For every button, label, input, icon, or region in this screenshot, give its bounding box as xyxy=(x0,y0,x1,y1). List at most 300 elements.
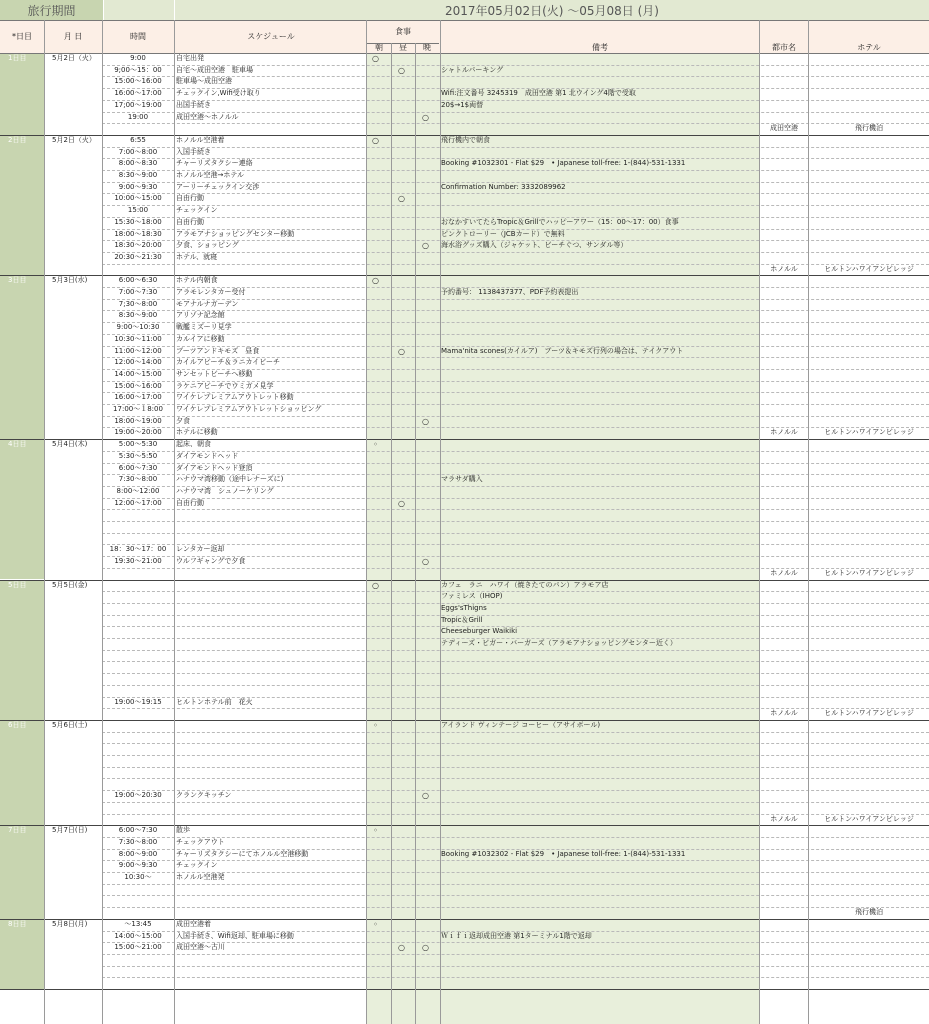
row-divider xyxy=(102,977,929,978)
table-row xyxy=(0,158,929,170)
table-row xyxy=(0,357,929,369)
dinner-mark xyxy=(417,369,434,381)
breakfast-mark xyxy=(367,673,384,685)
schedule-cell: ホテル、就寝 xyxy=(176,252,218,261)
dinner-mark xyxy=(417,919,434,931)
hotel-cell xyxy=(809,697,929,709)
dinner-mark xyxy=(417,357,434,369)
dinner-mark xyxy=(417,603,434,615)
notes-cell: Wifi:注文番号 3245319 成田空港 第1 北ウイング4階で受取 xyxy=(441,89,636,98)
hotel-cell xyxy=(809,147,929,159)
breakfast-mark xyxy=(367,88,384,100)
dinner-mark xyxy=(417,205,434,217)
table-row xyxy=(0,275,929,287)
city-cell xyxy=(760,697,808,709)
table-row xyxy=(0,310,929,322)
schedule-cell: 夕食、ショッピング xyxy=(176,241,239,250)
row-divider xyxy=(102,767,929,768)
hotel-cell xyxy=(809,790,929,802)
city-cell xyxy=(760,416,808,428)
schedule-cell xyxy=(176,533,366,545)
dinner-mark xyxy=(417,872,434,884)
schedule-cell: サンセットビーチへ移動 xyxy=(176,369,253,378)
city-cell xyxy=(760,205,808,217)
city-cell xyxy=(760,498,808,510)
notes-cell xyxy=(441,685,759,697)
hotel-cell xyxy=(809,392,929,404)
row-divider xyxy=(102,65,929,66)
col-city: 都市名 xyxy=(772,43,796,52)
city-cell xyxy=(760,802,808,814)
notes-cell xyxy=(441,275,759,287)
schedule-cell xyxy=(176,123,366,135)
dinner-mark xyxy=(417,123,434,135)
breakfast-mark xyxy=(367,264,384,276)
hotel-cell xyxy=(809,849,929,861)
breakfast-mark xyxy=(367,392,384,404)
row-divider xyxy=(102,966,929,967)
table-row xyxy=(0,533,929,545)
date-label: 5月3日(水) xyxy=(52,276,88,285)
row-divider xyxy=(102,697,929,698)
time-cell xyxy=(103,509,173,521)
schedule-cell: チェックイン xyxy=(176,206,218,215)
notes-cell: Booking #1032302 - Flat $29 • Japanese toll-free: 1-(844)-531-1331 xyxy=(441,849,686,858)
breakfast-mark xyxy=(367,743,384,755)
row-divider xyxy=(102,778,929,779)
hotel-cell xyxy=(809,252,929,264)
table-row xyxy=(0,463,929,475)
table-row xyxy=(0,346,929,358)
notes-cell: Confirmation Number: 3332089962 xyxy=(441,182,566,191)
row-divider xyxy=(102,931,929,932)
notes-cell: Ｗｉｆｉ返却成田空港 第1ターミナル1階で返却 xyxy=(441,931,592,940)
notes-cell xyxy=(441,357,759,369)
schedule-cell: 夕食 xyxy=(176,416,190,425)
city-cell xyxy=(760,685,808,697)
breakfast-mark xyxy=(367,708,384,720)
lunch-mark xyxy=(393,240,410,252)
dinner-mark xyxy=(417,100,434,112)
time-cell xyxy=(103,895,173,907)
dinner-mark: ○ xyxy=(422,416,429,426)
time-cell xyxy=(103,708,173,720)
time-cell xyxy=(103,755,173,767)
notes-cell xyxy=(441,170,759,182)
table-row xyxy=(0,392,929,404)
city-cell xyxy=(760,439,808,451)
notes-cell: 20$→1$両替 xyxy=(441,100,484,109)
lunch-mark xyxy=(393,357,410,369)
breakfast-mark: ○ xyxy=(372,135,379,145)
column-header xyxy=(0,20,929,53)
row-divider xyxy=(102,661,929,662)
time-cell: 10:30〜11:00 xyxy=(114,334,162,343)
day-divider xyxy=(0,825,929,826)
row-divider xyxy=(102,404,929,405)
city-cell xyxy=(760,755,808,767)
lunch-mark xyxy=(393,790,410,802)
schedule-cell xyxy=(176,603,366,615)
notes-cell xyxy=(441,310,759,322)
breakfast-mark xyxy=(367,182,384,194)
hotel-cell xyxy=(809,381,929,393)
table-row xyxy=(0,147,929,159)
breakfast-mark xyxy=(367,942,384,954)
breakfast-mark xyxy=(367,895,384,907)
schedule-cell: チェックイン xyxy=(176,861,218,870)
city-cell xyxy=(760,860,808,872)
lunch-mark xyxy=(393,322,410,334)
row-divider xyxy=(102,895,929,896)
lunch-mark xyxy=(393,158,410,170)
table-row xyxy=(0,732,929,744)
row-divider xyxy=(102,112,929,113)
lunch-mark xyxy=(393,474,410,486)
dinner-mark xyxy=(417,521,434,533)
date-label: 5月2日（火） xyxy=(52,54,96,62)
time-cell xyxy=(103,264,173,276)
breakfast-mark xyxy=(367,790,384,802)
column-divider xyxy=(808,20,809,1024)
schedule-cell xyxy=(176,802,366,814)
breakfast-mark xyxy=(367,346,384,358)
breakfast-mark xyxy=(367,533,384,545)
hotel-cell: ヒルトンハワイアンビレッジ xyxy=(824,264,914,273)
breakfast-mark: ◦ xyxy=(373,826,378,836)
time-cell xyxy=(103,661,173,673)
time-cell: 7:30〜8:00 xyxy=(118,475,158,484)
hotel-cell xyxy=(809,638,929,650)
breakfast-mark xyxy=(367,521,384,533)
schedule-cell xyxy=(176,895,366,907)
city-cell xyxy=(760,275,808,287)
notes-cell xyxy=(441,884,759,896)
header-divider xyxy=(0,53,929,54)
notes-cell xyxy=(441,544,759,556)
dinner-mark xyxy=(417,895,434,907)
breakfast-mark: ○ xyxy=(372,580,379,590)
breakfast-mark: ○ xyxy=(372,276,379,286)
time-cell: 9:00〜9:30 xyxy=(118,182,158,191)
hotel-cell xyxy=(809,895,929,907)
row-divider xyxy=(102,357,929,358)
dinner-mark xyxy=(417,661,434,673)
notes-cell xyxy=(441,252,759,264)
breakfast-mark xyxy=(367,65,384,77)
notes-cell xyxy=(441,521,759,533)
hotel-cell xyxy=(809,486,929,498)
table-row xyxy=(0,229,929,241)
period-spacer xyxy=(104,0,175,20)
column-divider xyxy=(391,43,392,1024)
day-label: 4日目 xyxy=(8,440,27,449)
city-cell xyxy=(760,381,808,393)
hotel-cell xyxy=(809,205,929,217)
hotel-cell xyxy=(809,299,929,311)
schedule-cell: ホノルル空港→ホテル xyxy=(176,171,245,179)
lunch-mark xyxy=(393,135,410,147)
lunch-mark: ○ xyxy=(398,65,405,75)
breakfast-mark xyxy=(367,603,384,615)
dinner-mark xyxy=(417,814,434,826)
col-lunch: 昼 xyxy=(399,43,407,52)
table-row xyxy=(0,638,929,650)
table-row xyxy=(0,650,929,662)
breakfast-mark xyxy=(367,755,384,767)
breakfast-mark xyxy=(367,884,384,896)
dinner-mark xyxy=(417,907,434,919)
dinner-mark xyxy=(417,615,434,627)
day-divider xyxy=(0,135,929,136)
row-divider xyxy=(102,708,929,709)
city-cell xyxy=(760,182,808,194)
table-row xyxy=(0,427,929,439)
breakfast-mark xyxy=(367,615,384,627)
dinner-mark xyxy=(417,486,434,498)
dinner-mark xyxy=(417,931,434,943)
row-divider xyxy=(102,287,929,288)
city-cell xyxy=(760,778,808,790)
schedule-cell: 駐車場〜成田空港 xyxy=(176,77,232,86)
table-row xyxy=(0,790,929,802)
dinner-mark xyxy=(417,474,434,486)
row-divider xyxy=(102,100,929,101)
table-row xyxy=(0,767,929,779)
time-cell xyxy=(103,568,173,580)
city-cell xyxy=(760,942,808,954)
table-row xyxy=(0,708,929,720)
hotel-cell xyxy=(809,193,929,205)
breakfast-mark xyxy=(367,463,384,475)
table-row xyxy=(0,439,929,451)
city-cell xyxy=(760,463,808,475)
lunch-mark xyxy=(393,427,410,439)
notes-cell xyxy=(441,872,759,884)
city-cell xyxy=(760,193,808,205)
dinner-mark xyxy=(417,825,434,837)
schedule-cell xyxy=(176,580,366,592)
lunch-mark xyxy=(393,100,410,112)
table-row xyxy=(0,287,929,299)
breakfast-mark xyxy=(367,931,384,943)
notes-cell: Eggs'sThigns xyxy=(441,603,487,612)
city-cell xyxy=(760,907,808,919)
hotel-cell xyxy=(809,931,929,943)
notes-cell: 海水浴グッズ購入（ジャケット、ビーチぐつ、サンダル等） xyxy=(441,241,628,250)
time-cell xyxy=(103,673,173,685)
notes-cell xyxy=(441,919,759,931)
row-divider xyxy=(102,814,929,815)
schedule-cell: カルイアに移動 xyxy=(176,334,225,343)
hotel-cell xyxy=(809,240,929,252)
column-divider xyxy=(366,20,367,1024)
schedule-cell: レンタカー返却 xyxy=(176,545,225,554)
row-divider xyxy=(102,369,929,370)
breakfast-mark xyxy=(367,778,384,790)
notes-cell xyxy=(441,264,759,276)
breakfast-mark xyxy=(367,767,384,779)
table-row xyxy=(0,755,929,767)
lunch-mark xyxy=(393,977,410,989)
table-row xyxy=(0,954,929,966)
city-cell xyxy=(760,790,808,802)
schedule-cell: 成田空港〜古川 xyxy=(176,943,225,952)
hotel-cell xyxy=(809,135,929,147)
hotel-cell xyxy=(809,767,929,779)
breakfast-mark xyxy=(367,626,384,638)
hotel-cell xyxy=(809,872,929,884)
time-cell xyxy=(103,603,173,615)
hotel-cell xyxy=(809,942,929,954)
time-cell: 8:30〜9:00 xyxy=(118,171,158,179)
schedule-cell xyxy=(176,767,366,779)
lunch-mark xyxy=(393,673,410,685)
row-divider xyxy=(102,521,929,522)
schedule-cell xyxy=(176,755,366,767)
time-cell: 7:00〜8:00 xyxy=(118,147,158,156)
notes-cell: 予約番号： 1138437377、PDF予約表提出 xyxy=(441,288,579,296)
dinner-mark xyxy=(417,65,434,77)
schedule-cell: 入国手続き、Wifi返却、駐車場に移動 xyxy=(176,931,294,940)
hotel-cell: ヒルトンハワイアンビレッジ xyxy=(824,428,914,437)
date-label: 5月5日(金) xyxy=(52,580,88,589)
notes-cell xyxy=(441,416,759,428)
schedule-cell xyxy=(176,884,366,896)
notes-cell xyxy=(441,322,759,334)
time-cell: 12:00〜17:00 xyxy=(114,498,162,507)
city-cell xyxy=(760,743,808,755)
lunch-mark xyxy=(393,767,410,779)
hotel-cell xyxy=(809,463,929,475)
date-label: 5月4日(木) xyxy=(52,440,88,449)
row-divider xyxy=(102,755,929,756)
date-label: 5月7日(日) xyxy=(52,826,88,835)
col-meals: 食事 xyxy=(395,27,411,36)
notes-cell xyxy=(441,334,759,346)
schedule-cell: ホノルル空港着 xyxy=(176,135,225,144)
dinner-mark xyxy=(417,697,434,709)
lunch-mark xyxy=(393,907,410,919)
breakfast-mark xyxy=(367,299,384,311)
hotel-cell xyxy=(809,88,929,100)
table-row xyxy=(0,825,929,837)
lunch-mark: ○ xyxy=(398,498,405,508)
time-cell xyxy=(103,720,173,732)
hotel-cell xyxy=(809,170,929,182)
table-row xyxy=(0,872,929,884)
city-cell xyxy=(760,556,808,568)
row-divider xyxy=(102,486,929,487)
notes-cell: シャトルパーキング xyxy=(441,65,504,74)
table-row xyxy=(0,685,929,697)
breakfast-mark xyxy=(367,369,384,381)
breakfast-mark xyxy=(367,112,384,124)
city-cell: 成田空港 xyxy=(770,124,798,133)
lunch-mark xyxy=(393,217,410,229)
row-divider xyxy=(102,872,929,873)
lunch-mark xyxy=(393,603,410,615)
notes-cell xyxy=(441,650,759,662)
lunch-mark xyxy=(393,76,410,88)
row-divider xyxy=(102,240,929,241)
lunch-mark xyxy=(393,509,410,521)
time-cell xyxy=(103,732,173,744)
lunch-mark xyxy=(393,720,410,732)
city-cell xyxy=(760,580,808,592)
notes-cell xyxy=(441,860,759,872)
time-cell xyxy=(103,743,173,755)
time-cell: 10:00〜15:00 xyxy=(114,194,162,203)
time-cell: 6:00〜7:30 xyxy=(118,826,158,835)
time-cell: 18:00〜19:00 xyxy=(114,416,162,425)
col-notes: 備考 xyxy=(592,43,608,52)
schedule-cell xyxy=(176,521,366,533)
breakfast-mark xyxy=(367,802,384,814)
dinner-mark xyxy=(417,381,434,393)
notes-cell: おなかすいてたらTropic＆Grillでハッピーアワー（15：00〜17：00）食事 xyxy=(441,217,679,226)
hotel-cell xyxy=(809,158,929,170)
schedule-cell: 起床、朝食 xyxy=(176,440,211,449)
time-cell: 17:00〜１8:00 xyxy=(113,405,163,413)
schedule-cell xyxy=(176,708,366,720)
dinner-mark xyxy=(417,53,434,65)
notes-cell xyxy=(441,123,759,135)
schedule-cell: ホテルに移動 xyxy=(176,428,218,437)
dinner-mark xyxy=(417,778,434,790)
notes-cell xyxy=(441,498,759,510)
table-row xyxy=(0,860,929,872)
schedule-cell: ハナウマ湾 シュノーケリング xyxy=(176,486,274,495)
lunch-mark xyxy=(393,299,410,311)
table-row xyxy=(0,451,929,463)
table-row xyxy=(0,907,929,919)
hotel-cell xyxy=(809,357,929,369)
table-row xyxy=(0,182,929,194)
lunch-mark xyxy=(393,451,410,463)
dinner-mark xyxy=(417,533,434,545)
dinner-mark xyxy=(417,287,434,299)
day-label: 8日目 xyxy=(8,919,27,928)
dinner-mark xyxy=(417,591,434,603)
schedule-cell: 自由行動 xyxy=(176,194,204,203)
breakfast-mark xyxy=(367,252,384,264)
lunch-mark xyxy=(393,814,410,826)
notes-cell xyxy=(441,76,759,88)
lunch-mark xyxy=(393,825,410,837)
hotel-cell xyxy=(809,743,929,755)
col-schedule: スケジュール xyxy=(247,32,295,41)
dinner-mark: ○ xyxy=(422,557,429,567)
day-label: 1日目 xyxy=(8,54,27,62)
time-cell xyxy=(103,977,173,989)
hotel-cell xyxy=(809,626,929,638)
lunch-mark xyxy=(393,544,410,556)
schedule-cell: チャーリズタクシー連絡 xyxy=(176,159,253,168)
row-divider xyxy=(102,182,929,183)
breakfast-mark xyxy=(367,193,384,205)
breakfast-mark xyxy=(367,872,384,884)
lunch-mark xyxy=(393,966,410,978)
city-cell: ホノルル xyxy=(770,709,798,718)
table-row xyxy=(0,334,929,346)
table-row xyxy=(0,919,929,931)
schedule-cell xyxy=(176,966,366,978)
row-divider xyxy=(102,533,929,534)
schedule-cell xyxy=(176,814,366,826)
notes-cell: Mama'nita scones(カイルア) ブーツ＆キモズ行列の場合は、テイクアウト xyxy=(441,346,684,355)
breakfast-mark xyxy=(367,837,384,849)
